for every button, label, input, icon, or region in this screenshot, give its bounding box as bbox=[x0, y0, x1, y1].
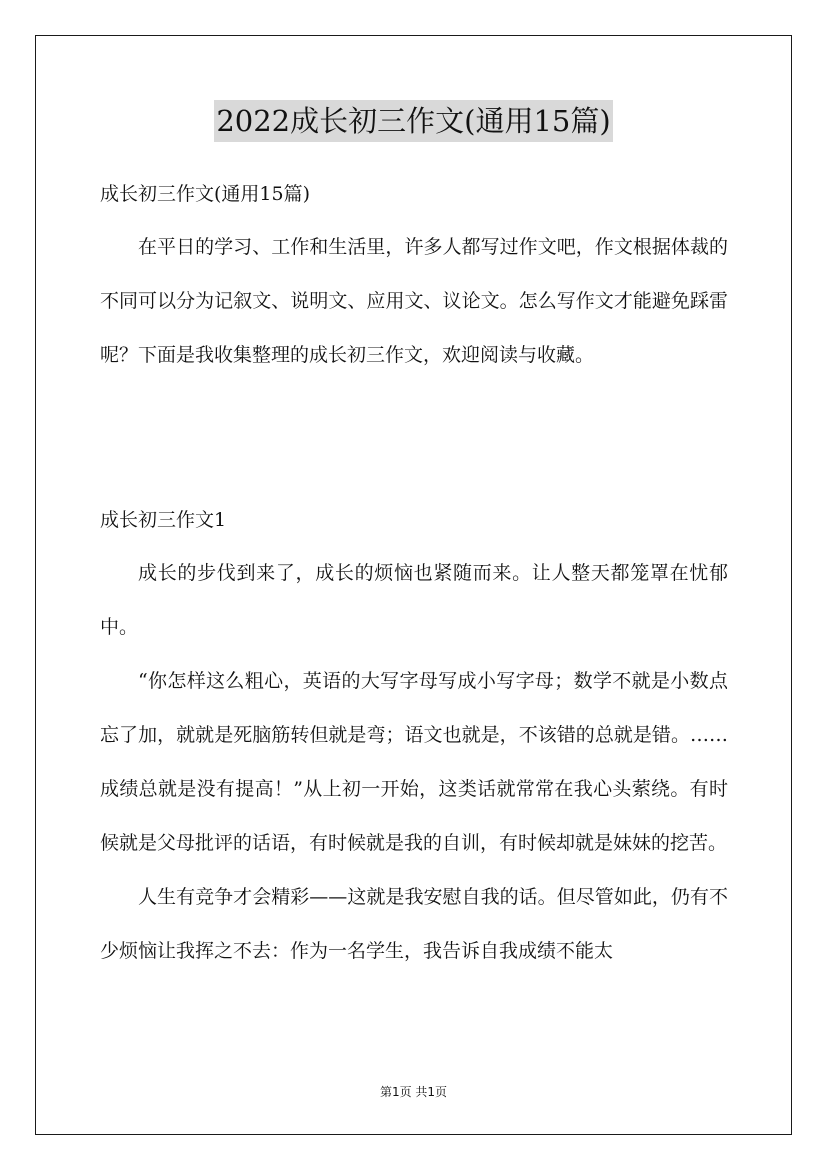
body-paragraph-3: 人生有竞争才会精彩——这就是我安慰自我的话。但尽管如此，仍有不少烦恼让我挥之不去：作为一名学生，我告诉自我成绩不能太 bbox=[100, 886, 728, 962]
title-container bbox=[0, 100, 827, 142]
document-subtitle: 成长初三作文(通用15篇) bbox=[100, 183, 311, 205]
intro-paragraph: 在平日的学习、工作和生活里，许多人都写过作文吧，作文根据体裁的不同可以分为记叙文、说明文、应用文、议论文。怎么写作文才能避免踩雷呢？下面是我收集整理的成长初三作文，欢迎阅读与收藏。 bbox=[100, 236, 728, 366]
document-title: 2022成长初三作文(通用15篇) bbox=[214, 100, 612, 142]
body-paragraph-2: “你怎样这么粗心，英语的大写字母写成小写字母；数学不就是小数点忘了加，就就是死脑筋转但就是弯；语文也就是，不该错的总就是错。……成绩总就是没有提高！”从上初一开始，这类话就常常在我心头萦绕。有时候就是父母批评的话语，有时候就是我的自训，有时候却就是妹妹的挖苦。 bbox=[100, 670, 728, 854]
body-paragraph-block bbox=[100, 546, 728, 978]
intro-paragraph-block bbox=[100, 220, 728, 382]
section-heading: 成长初三作文1 bbox=[100, 509, 227, 531]
page-footer bbox=[0, 1083, 827, 1100]
body-paragraph-1: 成长的步伐到来了，成长的烦恼也紧随而来。让人整天都笼罩在忧郁中。 bbox=[100, 562, 728, 638]
page-number-label: 第1页 共1页 bbox=[379, 1085, 448, 1099]
